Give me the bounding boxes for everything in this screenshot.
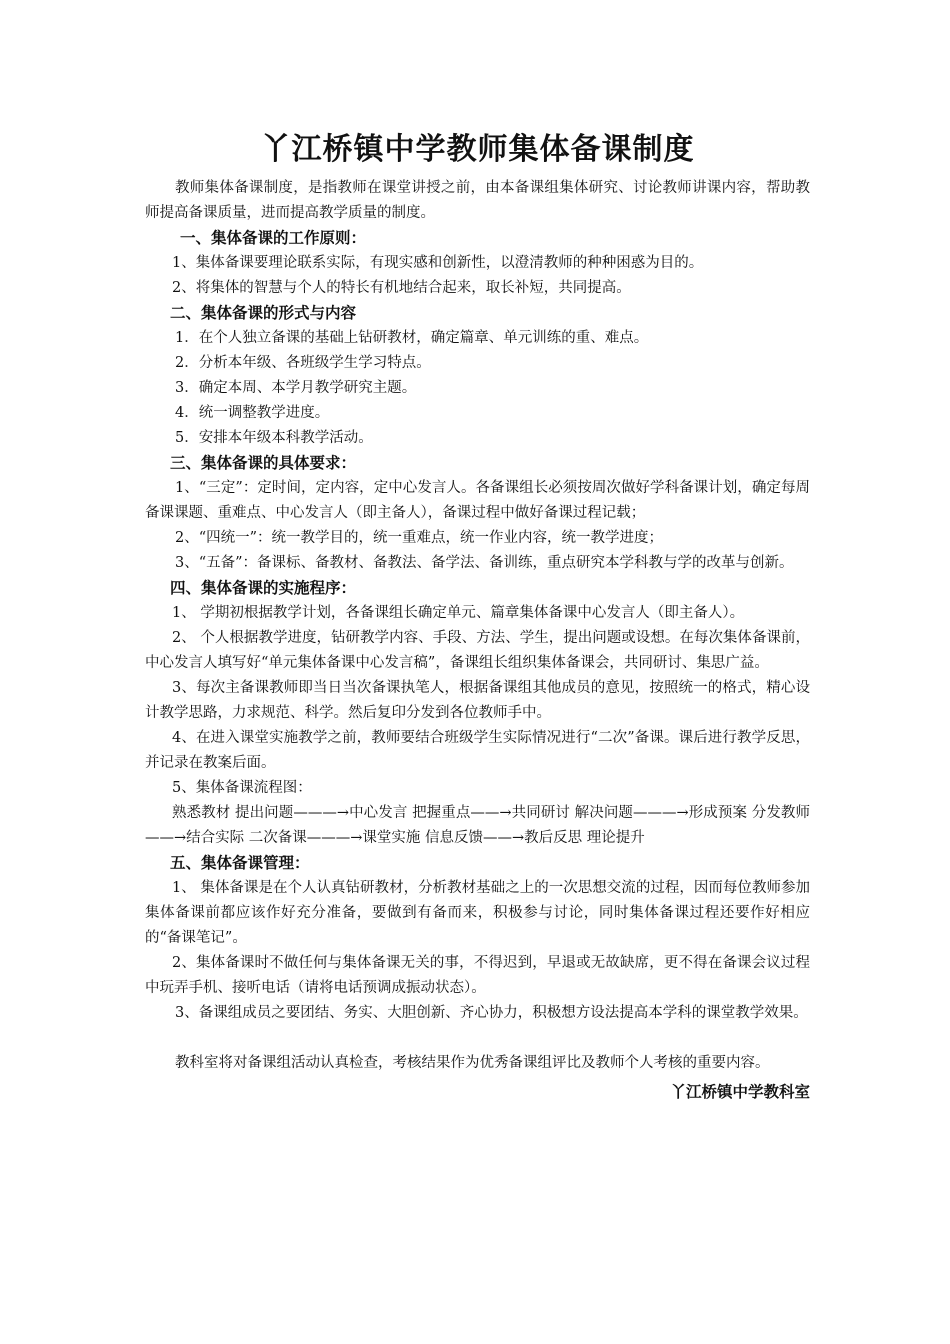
section-2-item-3: 3．确定本周、本学月教学研究主题。 <box>175 380 417 396</box>
document-page <box>145 128 810 1105</box>
document-title: 丫江桥镇中学教师集体备课制度 <box>260 132 695 167</box>
section-3-heading: 三、集体备课的具体要求： <box>170 454 357 472</box>
section-1-item-1: 1、集体备课要理论联系实际，有现实感和创新性，以澄清教师的种种困惑为目的。 <box>172 255 704 271</box>
section-5-item-3: 3、备课组成员之要团结、务实、大胆创新、齐心协力，积极想方设法提高本学科的课堂教学效果。 <box>175 1005 808 1021</box>
section-4-item-4: 4、在进入课堂实施教学之前，教师要结合班级学生实际情况进行“二次”备课。课后进行教学反思，并记录在教案后面。 <box>145 730 810 771</box>
section-2-item-5: 5．安排本年级本科教学活动。 <box>175 430 373 446</box>
intro-paragraph: 教师集体备课制度，是指教师在课堂讲授之前，由本备课组集体研究、讨论教师讲课内容，帮助教师提高备课质量，进而提高教学质量的制度。 <box>145 180 810 221</box>
section-4-item-5: 5、集体备课流程图： <box>172 780 312 796</box>
blank-line <box>145 1026 810 1051</box>
section-5-item-2: 2、集体备课时不做任何与集体备课无关的事，不得迟到，早退或无故缺席，更不得在备课会议过程中玩弄手机、接听电话（请将电话预调成振动状态）。 <box>145 955 810 996</box>
section-4-item-1: 1、 学期初根据教学计划，各备课组长确定单元、篇章集体备课中心发言人（即主备人）。 <box>172 605 745 621</box>
section-5-item-1: 1、 集体备课是在个人认真钻研教材，分析教材基础之上的一次思想交流的过程，因而每位教师参加集体备课前都应该作好充分准备，要做到有备而来，积极参与讨论，同时集体备课过程还要作好相应的“备课笔记”。 <box>145 880 810 946</box>
section-2-item-2: 2．分析本年级、各班级学生学习特点。 <box>175 355 431 371</box>
section-3-item-2: 2、“四统一”：统一教学目的，统一重难点，统一作业内容，统一教学进度； <box>175 530 664 546</box>
section-1-item-2: 2、将集体的智慧与个人的特长有机地结合起来，取长补短，共同提高。 <box>172 280 631 296</box>
section-4-item-2: 2、 个人根据教学进度，钻研教学内容、手段、方法、学生，提出问题或设想。在每次集体备课前，中心发言人填写好“单元集体备课中心发言稿”，备课组长组织集体备课会，共同研讨、集思广益。 <box>145 630 810 671</box>
section-2-item-4: 4．统一调整教学进度。 <box>175 405 330 421</box>
section-1-heading: 一、集体备课的工作原则： <box>180 229 367 247</box>
section-2-item-1: 1．在个人独立备课的基础上钻研教材，确定篇章、单元训练的重、难点。 <box>175 330 649 346</box>
section-4-flowchart: 熟悉教材 提出问题———→中心发言 把握重点——→共同研讨 解决问题———→形成预案 分发教师——→结合实际 二次备课———→课堂实施 信息反馈——→教后反思 理论提升 <box>145 805 810 846</box>
section-5-heading: 五、集体备课管理： <box>170 854 310 872</box>
section-4-heading: 四、集体备课的实施程序： <box>170 579 357 597</box>
section-3-item-3: 3、“五备”：备课标、备教材、备教法、备学法、备训练，重点研究本学科教与学的改革与创新。 <box>175 555 794 571</box>
section-3-item-1: 1、“三定”：定时间，定内容，定中心发言人。各备课组长必须按周次做好学科备课计划，确定每周备课课题、重难点、中心发言人（即主备人），备课过程中做好备课过程记载； <box>145 480 810 521</box>
section-4-item-3: 3、每次主备课教师即当日当次备课执笔人，根据备课组其他成员的意见，按照统一的格式，精心设计教学思路，力求规范、科学。然后复印分发到各位教师手中。 <box>145 680 810 721</box>
signature: 丫江桥镇中学教科室 <box>670 1083 810 1101</box>
section-2-heading: 二、集体备课的形式与内容 <box>170 304 357 322</box>
closing-paragraph: 教科室将对备课组活动认真检查，考核结果作为优秀备课组评比及教师个人考核的重要内容。 <box>175 1055 770 1071</box>
